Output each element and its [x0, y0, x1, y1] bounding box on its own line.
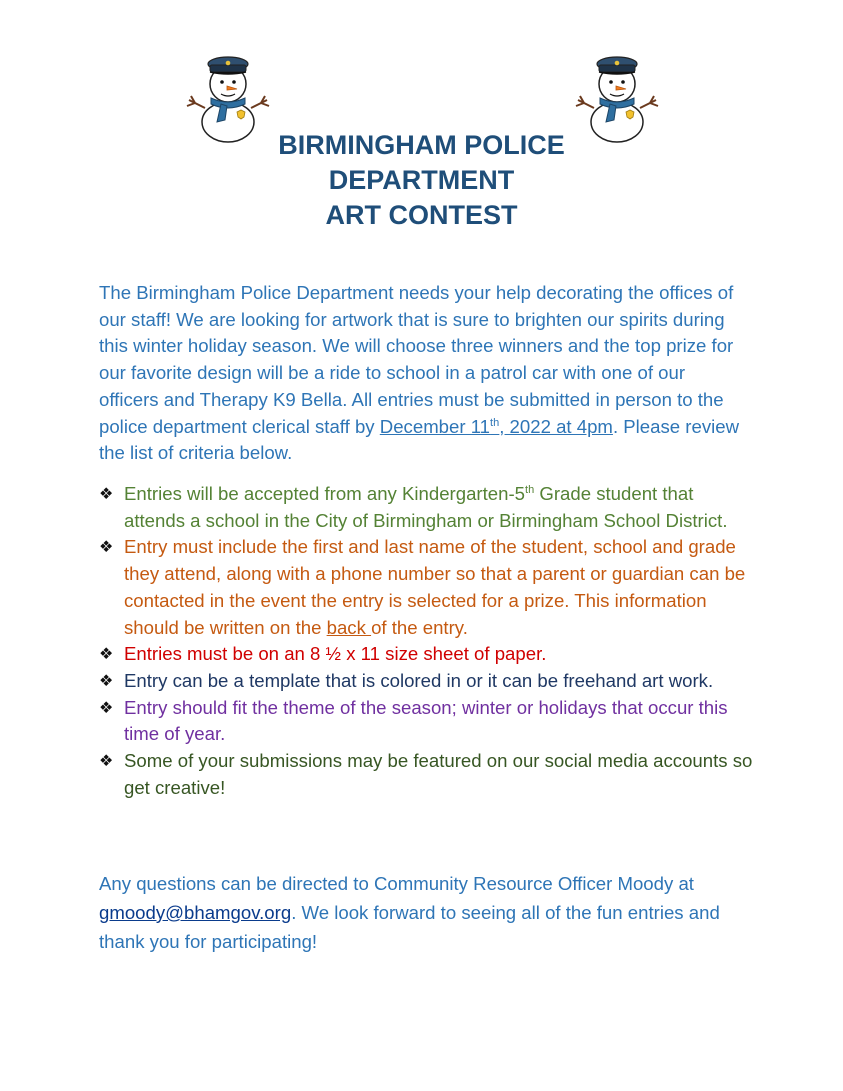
criteria-item-text: Entry can be a template that is colored in or it can be freehand art work. [124, 669, 714, 691]
criteria-item-social-media [99, 748, 759, 801]
intro-text: The Birmingham Police Department needs your help decorating the offices of our staff! We are looking for artwork that is sure to brighten our spirits during this winter holiday season. We will choose three winners and the top prize for our favorite design will be a ride to school in a patrol car with one of our officers and Therapy K9 Bella. All entries must be submitted in person to the police department clerical staff by [99, 282, 734, 437]
intro-paragraph [99, 280, 749, 467]
intro-text-end: . Please review the list of criteria below. [99, 415, 740, 464]
deadline-rest: , 2022 at 4pm [499, 415, 613, 437]
page-title [0, 128, 843, 233]
deadline-date [380, 416, 613, 437]
criteria-item-text: Entries must be on an 8 ½ x 11 size sheet of paper. [124, 643, 547, 665]
title-line-2: DEPARTMENT [328, 165, 515, 195]
contact-email-link[interactable]: gmoody@bhamgov.org [99, 902, 292, 923]
diamond-bullet-icon: ❖ [99, 644, 114, 664]
title-line-3: ART CONTEST [325, 200, 518, 230]
diamond-bullet-icon: ❖ [99, 484, 114, 503]
criteria-item-underlined: back [326, 616, 372, 638]
diamond-bullet-icon: ❖ [99, 670, 114, 690]
criteria-item-template [99, 668, 759, 695]
closing-paragraph [99, 869, 749, 956]
deadline-day-suffix: th [490, 416, 500, 429]
diamond-bullet-icon: ❖ [99, 751, 114, 771]
closing-text-end: . We look forward to seeing all of the fun entries and thank you for participating! [99, 902, 720, 952]
criteria-item-eligibility [99, 481, 759, 534]
deadline-day: December 11 [379, 415, 491, 437]
criteria-item-sup: th [525, 483, 535, 496]
criteria-item-text: Entry should fit the theme of the season; winter or holidays that occur this time of year. [124, 696, 728, 745]
criteria-item-info [99, 534, 759, 641]
criteria-item-text: Grade student that attends a school in the City of Birmingham or Birmingham School District. [124, 483, 728, 531]
closing-text: Any questions can be directed to Community Resource Officer Moody at [99, 873, 694, 894]
criteria-item-text: of the entry. [371, 616, 468, 638]
criteria-item-text: Entries will be accepted from any Kindergarten-5 [124, 483, 526, 504]
diamond-bullet-icon: ❖ [99, 537, 114, 557]
title-line-1: BIRMINGHAM POLICE [278, 130, 565, 160]
criteria-item-text: Some of your submissions may be featured on our social media accounts so get creative! [124, 750, 753, 798]
criteria-item-text: Entry must include the first and last name of the student, school and grade they attend, along with a phone number so that a parent or guardian can be contacted in the event the entry is selected for a prize. This information should be written on the [124, 536, 746, 638]
criteria-item-theme [99, 695, 759, 748]
criteria-item-paper-size [99, 641, 759, 668]
criteria-list [99, 481, 759, 801]
diamond-bullet-icon: ❖ [99, 697, 114, 717]
